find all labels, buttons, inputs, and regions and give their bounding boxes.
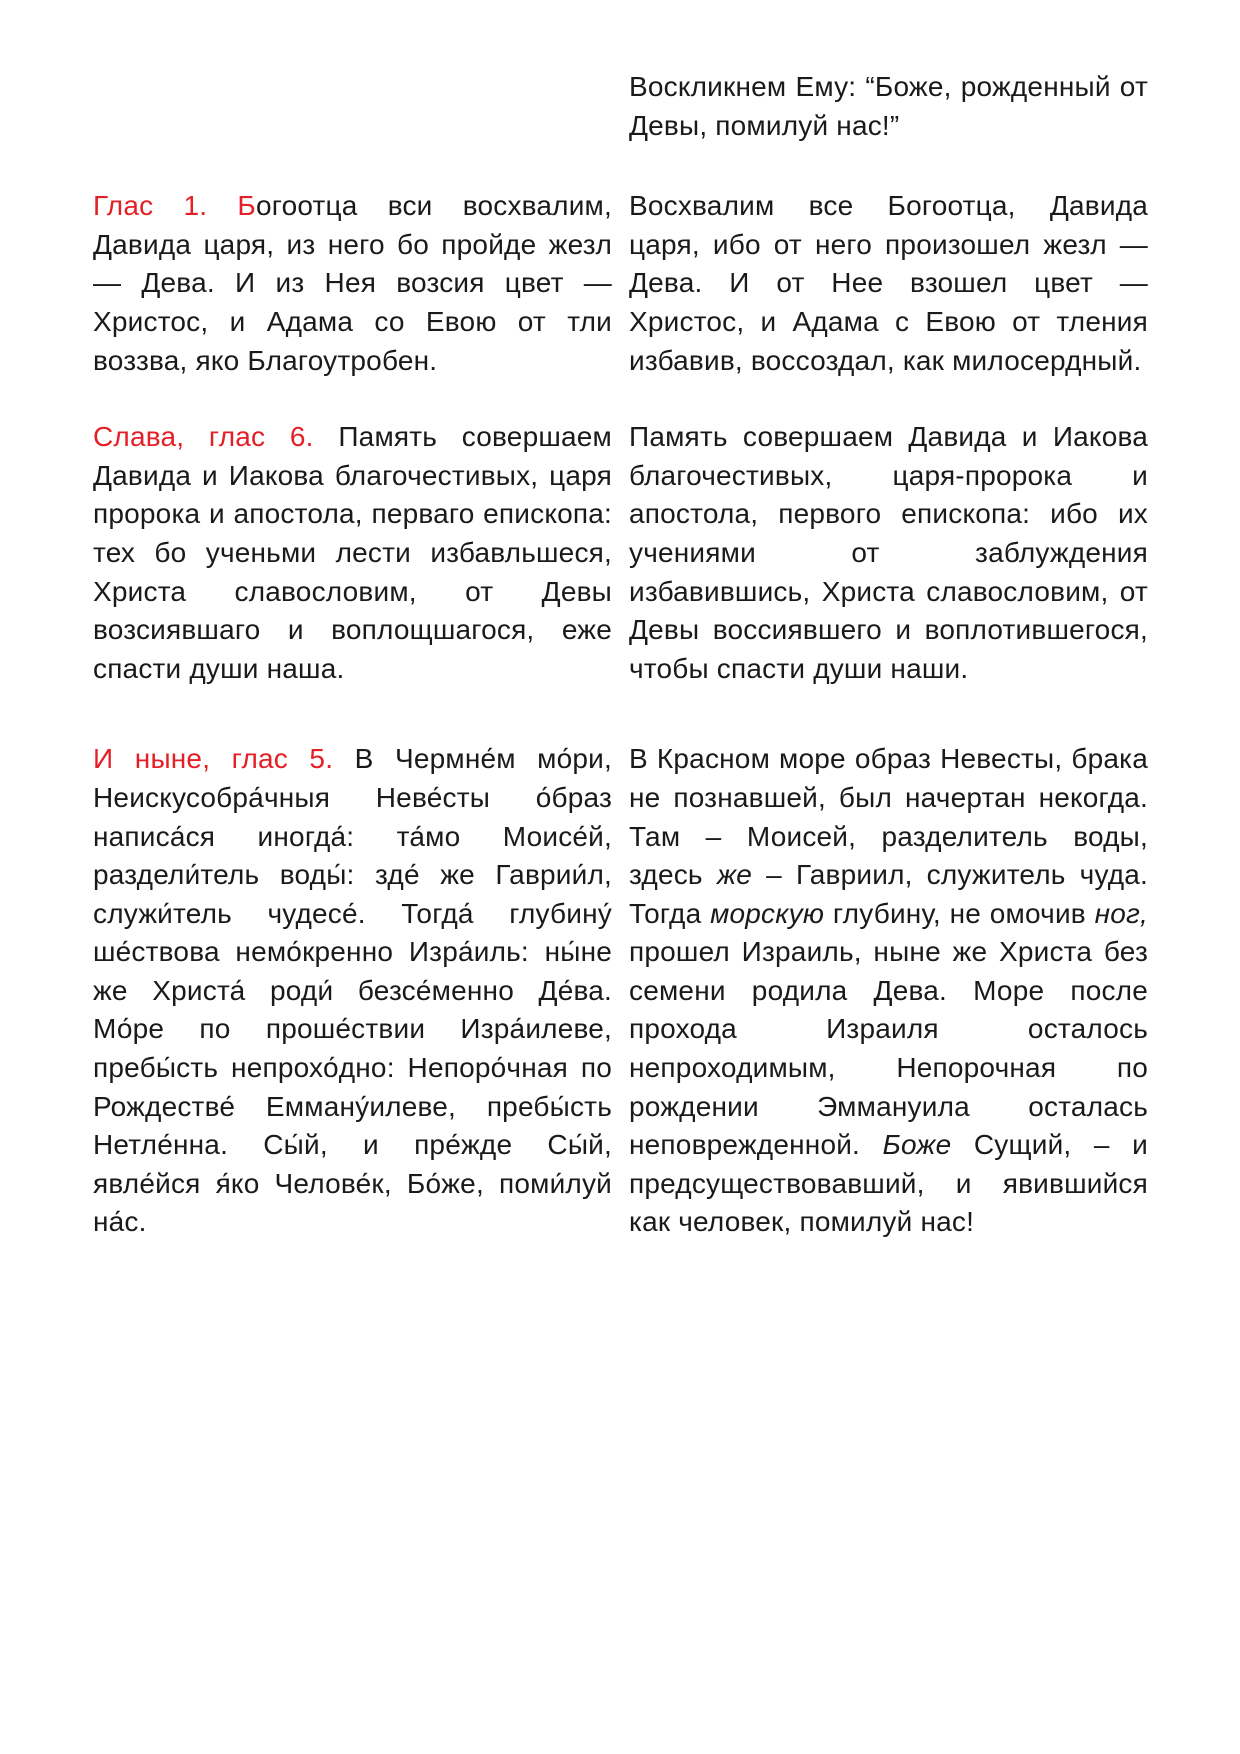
rubric-heading: И ныне, глас 5. xyxy=(93,743,334,775)
russian-translation-column xyxy=(629,187,1148,380)
section-row xyxy=(93,68,1148,145)
rubric-heading: Глас 1. Б xyxy=(93,190,256,222)
section-row xyxy=(93,740,1148,1242)
paragraph-text: Сущий, – и предсуществовавший, и явившийся как человек, помилуй нас! xyxy=(629,1129,1149,1238)
paragraph-text: огоотца вси восхвалим, Давида царя, из него бо пройде жезл — Дева. И из Нея возсия цвет — Христос, и Адама со Евою от тли воззва, яко Благоутробен. xyxy=(93,190,612,376)
section-row xyxy=(93,418,1148,688)
italic-word: же xyxy=(716,859,753,891)
italic-word: ног, xyxy=(1094,897,1148,929)
russian-translation-column xyxy=(629,68,1148,145)
church-slavonic-column xyxy=(93,68,612,145)
paragraph-text: глубину, не омочив xyxy=(824,897,1095,929)
paragraph-text: В Чермне́м мо́ри, Неискусобра́чныя Неве́сты о́браз написа́ся иногда́: та́мо Моисе́й, раздели́тель воды́: зде́ же Гаврии́л, служи́тель чудесе́. Тогда́ глубину́ ше́ствова немо́кренно Изра́иль: ны́не же Христа́ роди́ безсе́менно Де́ва. Мо́ре по проше́ствии Изра́илеве, пребы́сть непрохо́дно: Непоро́чная по Рождестве́ Емману́илеве, пребы́сть Нетле́нна. Сы́й, и пре́жде Сы́й, явле́йся я́ко Челове́к, Бо́же, поми́луй на́с. xyxy=(93,743,612,1238)
italic-word: морскую xyxy=(710,897,825,929)
church-slavonic-column xyxy=(93,187,612,380)
church-slavonic-column xyxy=(93,740,612,1242)
paragraph-text: – Гавриил, служитель чуда. Тогда xyxy=(629,859,1149,929)
church-slavonic-column xyxy=(93,418,612,688)
document-page xyxy=(93,68,1148,1280)
paragraph-text: В Красном море образ Невесты, брака не познавшей, был начертан некогда. Там – Моисей, разделитель воды, здесь xyxy=(629,743,1148,891)
rubric-heading: Слава, глас 6. xyxy=(93,421,314,453)
paragraph-text: прошел Израиль, ныне же Христа без семени родила Дева. Море после прохода Израиля осталось непроходимым, Непорочная по рождении Эммануила осталась неповрежденной. xyxy=(629,936,1148,1161)
paragraph-text: Память совершаем Давида и Иакова благочестивых, царя пророка и апостола, перваго епископа: тех бо ученьми лести избавльшеся, Христа славословим, от Девы возсиявшаго и воплощшагося, еже спасти души наша. xyxy=(93,421,612,684)
section-row xyxy=(93,187,1148,380)
russian-translation-column xyxy=(629,740,1148,1242)
paragraph-text: Память совершаем Давида и Иакова благочестивых, царя-пророка и апостола, первого епископа: ибо их учениями от заблуждения избавившись, Христа славословим, от Девы воссиявшего и воплотившегося, чтобы спасти души наши. xyxy=(629,421,1148,684)
italic-word: Боже xyxy=(882,1129,952,1161)
paragraph-text: Восхвалим все Богоотца, Давида царя, ибо от него произошел жезл — Дева. И от Нее взошел цвет — Христос, и Адама с Евою от тления избавив, воссоздал, как милосердный. xyxy=(629,190,1148,376)
paragraph-text: Воскликнем Ему: “Боже, рожденный от Девы, помилуй нас!” xyxy=(629,71,1148,141)
russian-translation-column xyxy=(629,418,1148,688)
